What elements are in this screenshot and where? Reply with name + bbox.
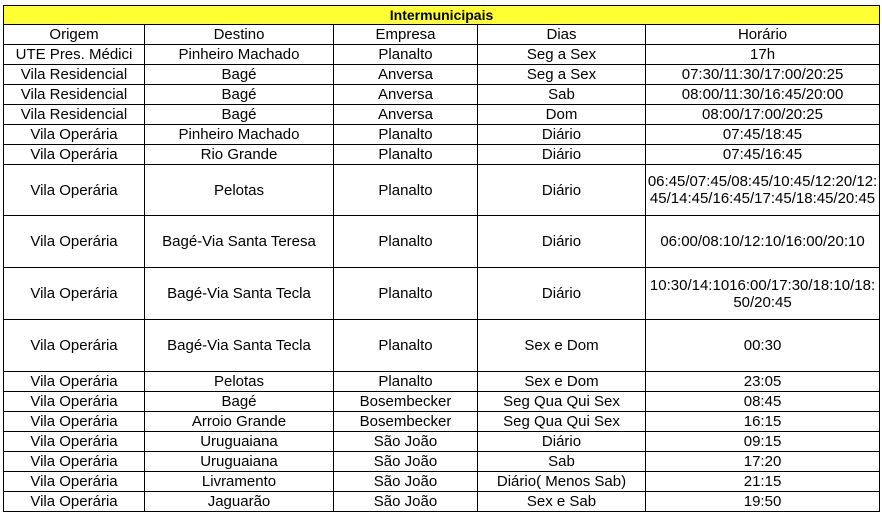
cell-origem: Vila Operária — [4, 432, 145, 452]
cell-dias: Diário — [478, 165, 646, 216]
cell-dias: Diário — [478, 216, 646, 268]
cell-origem: Vila Operária — [4, 472, 145, 492]
cell-destino: Livramento — [145, 472, 334, 492]
cell-horario: 09:15 — [646, 432, 880, 452]
cell-destino: Pinheiro Machado — [145, 125, 334, 145]
column-header-horario: Horário — [646, 25, 880, 45]
cell-destino: Rio Grande — [145, 145, 334, 165]
cell-origem: UTE Pres. Médici — [4, 45, 145, 65]
table-row — [4, 452, 880, 472]
column-header-origem: Origem — [4, 25, 145, 45]
cell-dias: Sex e Sab — [478, 492, 646, 512]
cell-origem: Vila Operária — [4, 165, 145, 216]
cell-origem: Vila Operária — [4, 372, 145, 392]
cell-empresa: São João — [334, 492, 478, 512]
cell-destino: Bagé — [145, 105, 334, 125]
cell-destino: Bagé-Via Santa Tecla — [145, 268, 334, 320]
cell-origem: Vila Operária — [4, 392, 145, 412]
table-row — [4, 472, 880, 492]
cell-empresa: Planalto — [334, 125, 478, 145]
cell-horario: 08:45 — [646, 392, 880, 412]
table-row — [4, 216, 880, 268]
cell-origem: Vila Operária — [4, 492, 145, 512]
cell-empresa: São João — [334, 452, 478, 472]
table-row — [4, 105, 880, 125]
cell-origem: Vila Operária — [4, 268, 145, 320]
table-row — [4, 268, 880, 320]
cell-horario: 17h — [646, 45, 880, 65]
column-header-empresa: Empresa — [334, 25, 478, 45]
cell-destino: Uruguaiana — [145, 452, 334, 472]
cell-horario: 07:30/11:30/17:00/20:25 — [646, 65, 880, 85]
cell-empresa: Planalto — [334, 165, 478, 216]
cell-dias: Sex e Dom — [478, 372, 646, 392]
cell-empresa: Planalto — [334, 320, 478, 372]
table-row — [4, 392, 880, 412]
table-row — [4, 432, 880, 452]
cell-empresa: Bosembecker — [334, 392, 478, 412]
cell-origem: Vila Operária — [4, 145, 145, 165]
cell-dias: Sex e Dom — [478, 320, 646, 372]
column-header-dias: Dias — [478, 25, 646, 45]
table-row — [4, 412, 880, 432]
cell-dias: Dom — [478, 105, 646, 125]
schedule-sheet — [3, 5, 879, 512]
cell-empresa: Anversa — [334, 85, 478, 105]
cell-dias: Sab — [478, 452, 646, 472]
cell-destino: Pelotas — [145, 372, 334, 392]
cell-empresa: Planalto — [334, 268, 478, 320]
cell-empresa: Planalto — [334, 216, 478, 268]
cell-destino: Pelotas — [145, 165, 334, 216]
cell-origem: Vila Residencial — [4, 105, 145, 125]
cell-destino: Bagé — [145, 85, 334, 105]
cell-horario: 08:00/17:00/20:25 — [646, 105, 880, 125]
table-row — [4, 165, 880, 216]
cell-dias: Diário( Menos Sab) — [478, 472, 646, 492]
column-header-destino: Destino — [145, 25, 334, 45]
cell-destino: Bagé — [145, 392, 334, 412]
table-row — [4, 372, 880, 392]
table-row — [4, 145, 880, 165]
cell-destino: Uruguaiana — [145, 432, 334, 452]
cell-origem: Vila Operária — [4, 452, 145, 472]
cell-empresa: Planalto — [334, 145, 478, 165]
cell-horario: 16:15 — [646, 412, 880, 432]
cell-horario: 08:00/11:30/16:45/20:00 — [646, 85, 880, 105]
cell-destino: Pinheiro Machado — [145, 45, 334, 65]
cell-origem: Vila Operária — [4, 216, 145, 268]
cell-dias: Sab — [478, 85, 646, 105]
cell-horario: 06:45/07:45/08:45/10:45/12:20/12:45/14:45/16:45/17:45/18:45/20:45 — [646, 165, 880, 216]
cell-dias: Seg Qua Qui Sex — [478, 392, 646, 412]
cell-origem: Vila Residencial — [4, 65, 145, 85]
schedule-table — [3, 5, 880, 512]
cell-horario: 00:30 — [646, 320, 880, 372]
cell-horario: 07:45/16:45 — [646, 145, 880, 165]
cell-empresa: Planalto — [334, 45, 478, 65]
cell-destino: Jaguarão — [145, 492, 334, 512]
cell-empresa: Anversa — [334, 105, 478, 125]
cell-horario: 07:45/18:45 — [646, 125, 880, 145]
cell-horario: 23:05 — [646, 372, 880, 392]
cell-empresa: Planalto — [334, 372, 478, 392]
cell-destino: Arroio Grande — [145, 412, 334, 432]
cell-empresa: São João — [334, 432, 478, 452]
cell-horario: 19:50 — [646, 492, 880, 512]
cell-dias: Seg a Sex — [478, 65, 646, 85]
cell-dias: Seg a Sex — [478, 45, 646, 65]
table-row — [4, 85, 880, 105]
table-row — [4, 320, 880, 372]
cell-empresa: São João — [334, 472, 478, 492]
cell-dias: Diário — [478, 268, 646, 320]
cell-horario: 10:30/14:1016:00/17:30/18:10/18:50/20:45 — [646, 268, 880, 320]
cell-destino: Bagé — [145, 65, 334, 85]
cell-origem: Vila Operária — [4, 125, 145, 145]
cell-empresa: Bosembecker — [334, 412, 478, 432]
table-row — [4, 492, 880, 512]
cell-origem: Vila Operária — [4, 412, 145, 432]
column-header-row — [4, 25, 880, 45]
table-title: Intermunicipais — [4, 6, 880, 25]
cell-origem: Vila Residencial — [4, 85, 145, 105]
cell-horario: 21:15 — [646, 472, 880, 492]
table-row — [4, 45, 880, 65]
cell-horario: 06:00/08:10/12:10/16:00/20:10 — [646, 216, 880, 268]
cell-origem: Vila Operária — [4, 320, 145, 372]
table-row — [4, 125, 880, 145]
cell-empresa: Anversa — [334, 65, 478, 85]
cell-dias: Diário — [478, 125, 646, 145]
cell-horario: 17:20 — [646, 452, 880, 472]
cell-destino: Bagé-Via Santa Tecla — [145, 320, 334, 372]
table-row — [4, 65, 880, 85]
cell-destino: Bagé-Via Santa Teresa — [145, 216, 334, 268]
cell-dias: Diário — [478, 145, 646, 165]
cell-dias: Seg Qua Qui Sex — [478, 412, 646, 432]
cell-dias: Diário — [478, 432, 646, 452]
